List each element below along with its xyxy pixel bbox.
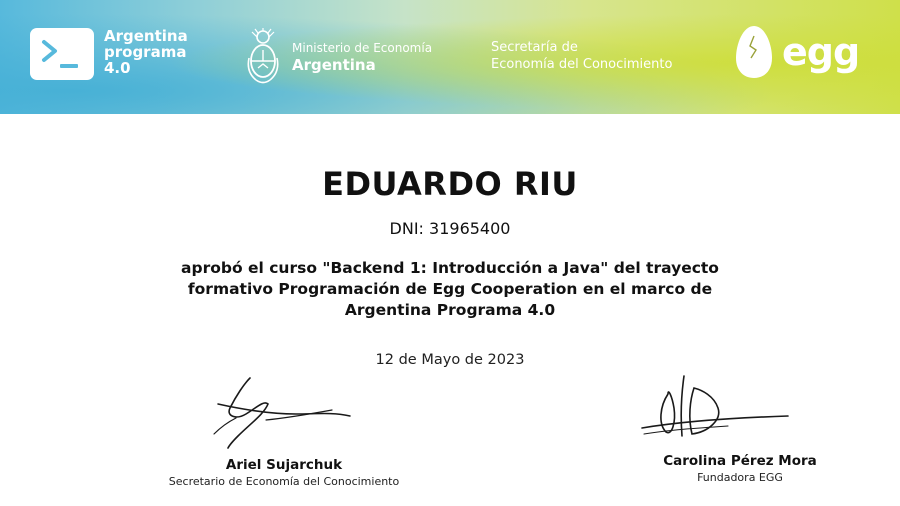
argentina-programa-wordmark — [104, 28, 214, 76]
signer-name: Ariel Sujarchuk — [225, 457, 343, 473]
secretaria-line2: Economía del Conocimiento — [491, 57, 673, 72]
description-line: Argentina Programa 4.0 — [344, 301, 556, 319]
signer-name: Carolina Pérez Mora — [663, 453, 817, 469]
terminal-prompt-icon — [30, 28, 94, 80]
dni-value: 31965400 — [429, 219, 511, 238]
egg-icon — [734, 24, 774, 80]
signer-block-2 — [580, 452, 900, 486]
signature-carolina-perez-mora — [638, 370, 798, 448]
signer-role: Fundadora EGG — [697, 471, 783, 484]
secretaria-wordmark — [491, 39, 672, 73]
signer-role: Secretario de Economía del Conocimiento — [168, 475, 400, 488]
coat-of-arms-icon — [244, 28, 282, 86]
ministerio-line1: Ministerio de Economía — [292, 40, 433, 55]
description-line: aprobó el curso "Backend 1: Introducción a Java" del trayecto — [181, 259, 719, 277]
signature-ariel-sujarchuk — [206, 374, 366, 450]
issue-date: 12 de Mayo de 2023 — [375, 352, 525, 368]
ap-line1: Argentina — [104, 27, 188, 45]
signer-block-1 — [150, 456, 418, 490]
ministerio-logo — [244, 28, 432, 86]
description-line: formativo Programación de Egg Cooperation en el marco de — [187, 280, 713, 298]
secretaria-line1: Secretaría de — [491, 40, 578, 55]
recipient-name: EDUARDO RIU — [322, 165, 578, 203]
ap-line2: programa — [104, 43, 187, 61]
dni-label: DNI: — [389, 219, 424, 238]
egg-logo — [734, 24, 859, 80]
header-banner — [0, 0, 900, 114]
argentina-programa-logo — [30, 28, 214, 80]
egg-wordmark: egg — [782, 30, 860, 74]
ap-line3: 4.0 — [104, 59, 131, 77]
ministerio-wordmark — [292, 41, 432, 74]
ministerio-line2: Argentina — [292, 55, 376, 74]
course-description — [150, 258, 750, 321]
recipient-dni — [0, 219, 900, 238]
